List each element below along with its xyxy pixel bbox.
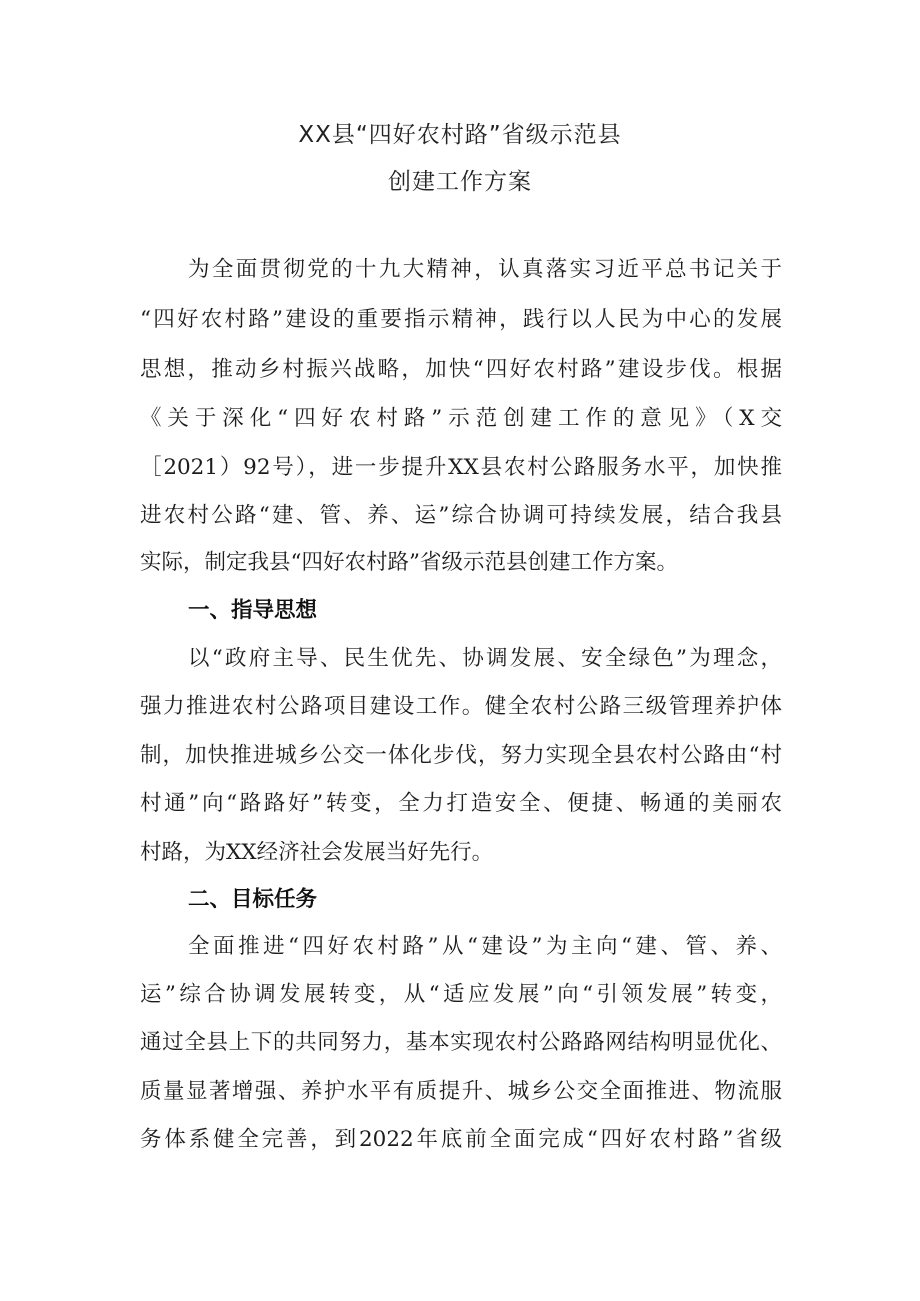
section1-line-1: 以“政府主导、民生优先、协调发展、安全绿色”为理念， — [188, 646, 782, 671]
section2-line-3: 通过全县上下的共同努力，基本实现农村公路路网结构明显优化、 — [140, 1030, 782, 1055]
document-title-line-1: XX县“四好农村路”省级示范县 — [298, 122, 622, 148]
intro-line-7: 实际，制定我县“四好农村路”省级示范县创建工作方案。 — [140, 550, 678, 575]
intro-line-4: 《关于深化“四好农村路”示范创建工作的意见》（X交 — [140, 406, 782, 431]
document-title-line-2: 创建工作方案 — [388, 169, 532, 195]
intro-line-2: “四好农村路”建设的重要指示精神，践行以人民为中心的发展 — [140, 307, 782, 332]
section2-line-1: 全面推进“四好农村路”从“建设”为主向“建、管、养、 — [188, 934, 782, 959]
section2-line-2: 运”综合协调发展转变，从“适应发展”向“引领发展”转变， — [140, 982, 782, 1007]
intro-line-5: ［2021）92号），进一步提升XX县农村公路服务水平，加快推 — [140, 455, 782, 480]
section2-line-4: 质量显著增强、养护水平有质提升、城乡公交全面推进、物流服 — [140, 1079, 782, 1104]
section-heading-goals-tasks: 二、目标任务 — [188, 887, 318, 912]
section1-line-3: 制，加快推进城乡公交一体化步伐，努力实现全县农村公路由“村 — [140, 743, 782, 768]
section1-line-5: 村路，为XX经济社会发展当好先行。 — [140, 840, 494, 865]
section-heading-guiding-ideology: 一、指导思想 — [188, 598, 318, 623]
intro-line-6: 进农村公路“建、管、养、运”综合协调可持续发展，结合我县 — [140, 503, 782, 528]
intro-line-1: 为全面贯彻党的十九大精神，认真落实习近平总书记关于 — [188, 257, 782, 282]
section1-line-2: 强力推进农村公路项目建设工作。健全农村公路三级管理养护体 — [140, 694, 782, 719]
section2-line-5: 务体系健全完善，到2022年底前全面完成“四好农村路”省级 — [140, 1127, 782, 1152]
section1-line-4: 村通”向“路路好”转变，全力打造安全、便捷、畅通的美丽农 — [140, 791, 782, 816]
intro-line-3: 思想，推动乡村振兴战略，加快“四好农村路”建设步伐。根据 — [140, 357, 782, 382]
